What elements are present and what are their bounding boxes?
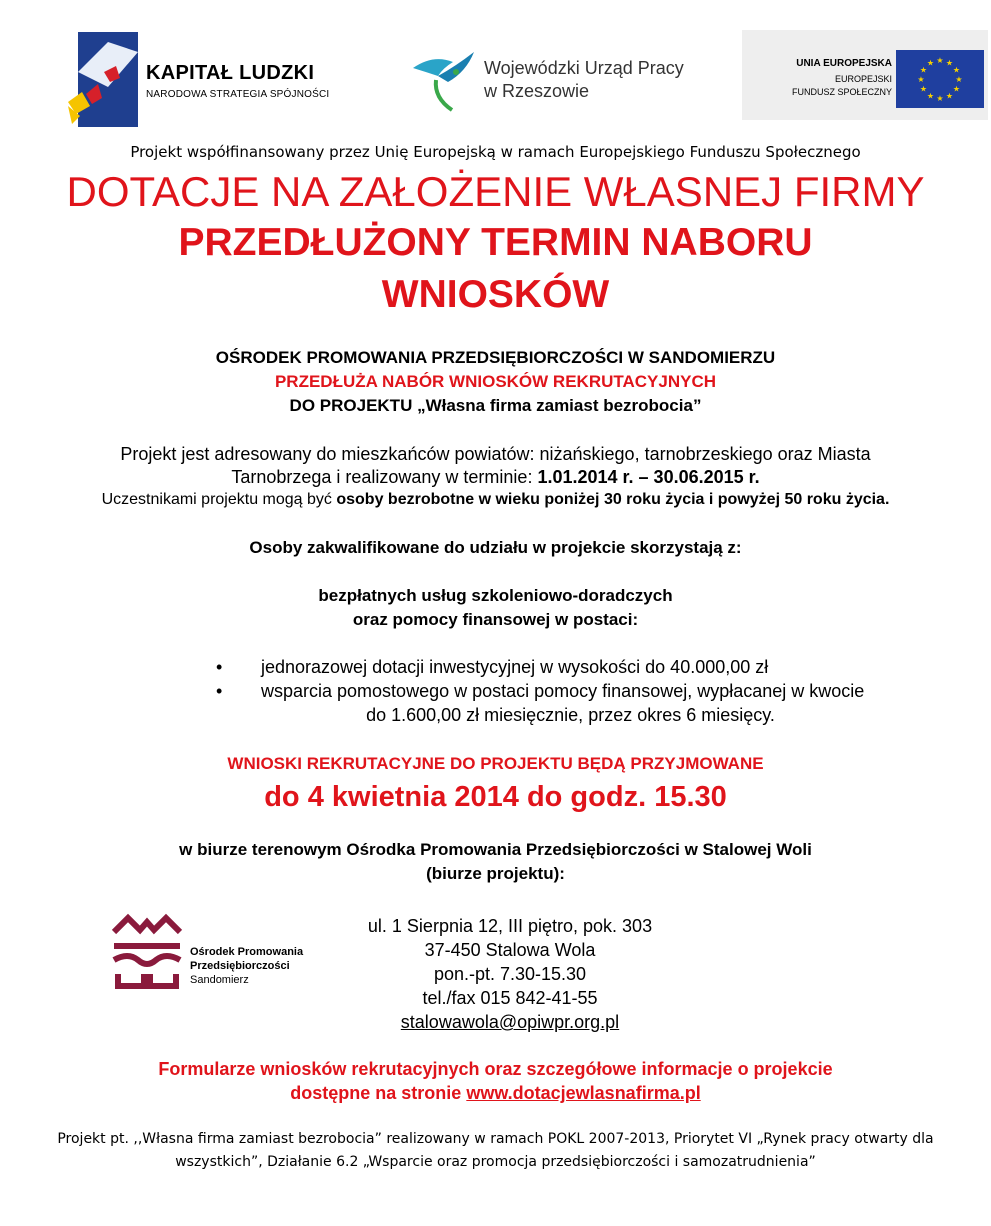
description-line2 bbox=[0, 467, 991, 488]
deadline-date: do 4 kwietnia 2014 do godz. 15.30 bbox=[264, 781, 727, 813]
office-line1: w biurze terenowym Ośrodka Promowania Przedsiębiorczości w Stalowej Woli bbox=[179, 840, 812, 859]
opp-emblem-icon bbox=[108, 912, 186, 994]
eu-flag-icon bbox=[896, 50, 984, 108]
opp-logo-line3: Sandomierz bbox=[190, 974, 249, 986]
description-line2-text: Tarnobrzega i realizowany w terminie: bbox=[231, 467, 538, 487]
wup-name-line2: w Rzeszowie bbox=[484, 81, 590, 101]
headline-title: DOTACJE NA ZAŁOŻENIE WŁASNEJ FIRMY bbox=[66, 168, 925, 215]
benefits-intro: Osoby zakwalifikowane do udziału w projekcie skorzystają z: bbox=[249, 538, 742, 557]
eu-label-line3: FUNDUSZ SPOŁECZNY bbox=[791, 87, 892, 97]
office-city: 37-450 Stalowa Wola bbox=[424, 940, 596, 960]
eu-star-icon: ★ bbox=[917, 75, 925, 84]
description-line3 bbox=[0, 491, 991, 509]
benefit-bridge-support: wsparcia pomostowego w postaci pomocy finansowej, wypłacanej w kwocie bbox=[261, 681, 865, 701]
eu-star-icon: ★ bbox=[945, 58, 954, 68]
eu-star-icon: ★ bbox=[926, 58, 935, 68]
eu-star-icon: ★ bbox=[952, 84, 961, 94]
eu-star-icon: ★ bbox=[919, 65, 928, 75]
description-line3-text: Uczestnikami projektu mogą być bbox=[101, 491, 337, 508]
kapital-ludzki-emblem-icon bbox=[68, 32, 142, 127]
eligible-participants: osoby bezrobotne w wieku poniżej 30 roku życia i powyżej 50 roku życia. bbox=[336, 491, 890, 508]
footer-line2: wszystkich”, Działanie 6.2 „Wsparcie oraz promocja przedsiębiorczości i samozatrudnienia” bbox=[175, 1154, 816, 1170]
organizer-name: OŚRODEK PROMOWANIA PRZEDSIĘBIORCZOŚCI W SANDOMIERZU bbox=[215, 348, 776, 367]
list-item bbox=[0, 681, 991, 705]
eu-logo bbox=[742, 30, 988, 120]
office-phone: tel./fax 015 842-41-55 bbox=[422, 988, 598, 1008]
project-prefix: DO PROJEKTU bbox=[289, 396, 418, 415]
kapital-ludzki-title: KAPITAŁ LUDZKI bbox=[146, 62, 315, 84]
eu-star-icon: ★ bbox=[919, 84, 928, 94]
eu-star-icon: ★ bbox=[955, 75, 963, 84]
eu-star-icon: ★ bbox=[936, 94, 944, 103]
eu-label-line1: UNIA EUROPEJSKA bbox=[796, 58, 892, 69]
benefits-list bbox=[0, 657, 991, 729]
forms-line2 bbox=[0, 1083, 991, 1104]
office-email-link[interactable]: stalowawola@opiwpr.org.pl bbox=[400, 1012, 620, 1032]
eu-star-icon: ★ bbox=[926, 91, 935, 101]
kapital-ludzki-subtitle: NARODOWA STRATEGIA SPÓJNOŚCI bbox=[146, 89, 330, 100]
benefits-line1: bezpłatnych usług szkoleniowo-doradczych bbox=[318, 586, 673, 605]
headline-extended: PRZEDŁUŻONY TERMIN NABORU bbox=[178, 221, 813, 264]
office-line2: (biurze projektu): bbox=[426, 864, 565, 883]
list-item bbox=[0, 657, 991, 681]
forms-line2-text: dostępne na stronie bbox=[290, 1083, 467, 1103]
eu-label-line2: EUROPEJSKI bbox=[834, 74, 892, 84]
wup-logo bbox=[408, 46, 708, 116]
benefit-grant: jednorazowej dotacji inwestycyjnej w wysokości do 40.000,00 zł bbox=[261, 657, 769, 677]
eu-star-icon: ★ bbox=[945, 91, 954, 101]
organizer-project bbox=[0, 396, 991, 416]
footer-line1: Projekt pt. ,,Własna firma zamiast bezrobocia” realizowany w ramach POKL 2007-2013, Priorytet VI „Rynek pracy otwarty dla bbox=[57, 1131, 934, 1147]
forms-line1: Formularze wniosków rekrutacyjnych oraz szczegółowe informacje o projekcie bbox=[158, 1059, 833, 1079]
kapital-ludzki-logo bbox=[68, 32, 368, 127]
eu-star-icon: ★ bbox=[952, 65, 961, 75]
benefits-line2: oraz pomocy finansowej w postaci: bbox=[352, 610, 639, 629]
bullet-icon: • bbox=[216, 657, 223, 677]
project-dates: 1.01.2014 r. – 30.06.2015 r. bbox=[537, 467, 760, 487]
organizer-extends: PRZEDŁUŻA NABÓR WNIOSKÓW REKRUTACYJNYCH bbox=[274, 372, 717, 391]
headline-applications: WNIOSKÓW bbox=[381, 273, 610, 316]
eu-star-icon: ★ bbox=[936, 56, 944, 65]
project-name: „Własna firma zamiast bezrobocia” bbox=[417, 396, 702, 415]
website-link[interactable]: www.dotacjewlasnafirma.pl bbox=[466, 1083, 701, 1103]
office-address-block bbox=[300, 914, 720, 1034]
wup-name-line1: Wojewódzki Urząd Pracy bbox=[484, 58, 684, 78]
cofinanced-note: Projekt współfinansowany przez Unię Europejską w ramach Europejskiego Funduszu Społecznego bbox=[130, 143, 861, 161]
office-address: ul. 1 Sierpnia 12, III piętro, pok. 303 bbox=[367, 916, 653, 936]
bird-icon bbox=[408, 46, 478, 116]
opp-logo-line1: Ośrodek Promowania bbox=[190, 946, 304, 958]
office-hours: pon.-pt. 7.30-15.30 bbox=[433, 964, 587, 984]
deadline-label: WNIOSKI REKRUTACYJNE DO PROJEKTU BĘDĄ PRZYJMOWANE bbox=[227, 754, 764, 773]
bullet-icon: • bbox=[216, 681, 223, 701]
opp-logo-line2: Przedsiębiorczości bbox=[190, 960, 290, 972]
description-line1: Projekt jest adresowany do mieszkańców powiatów: niżańskiego, tarnobrzeskiego oraz Miasta bbox=[120, 444, 871, 464]
benefit-bridge-support-cont: do 1.600,00 zł miesięcznie, przez okres 6 miesięcy. bbox=[366, 705, 775, 725]
